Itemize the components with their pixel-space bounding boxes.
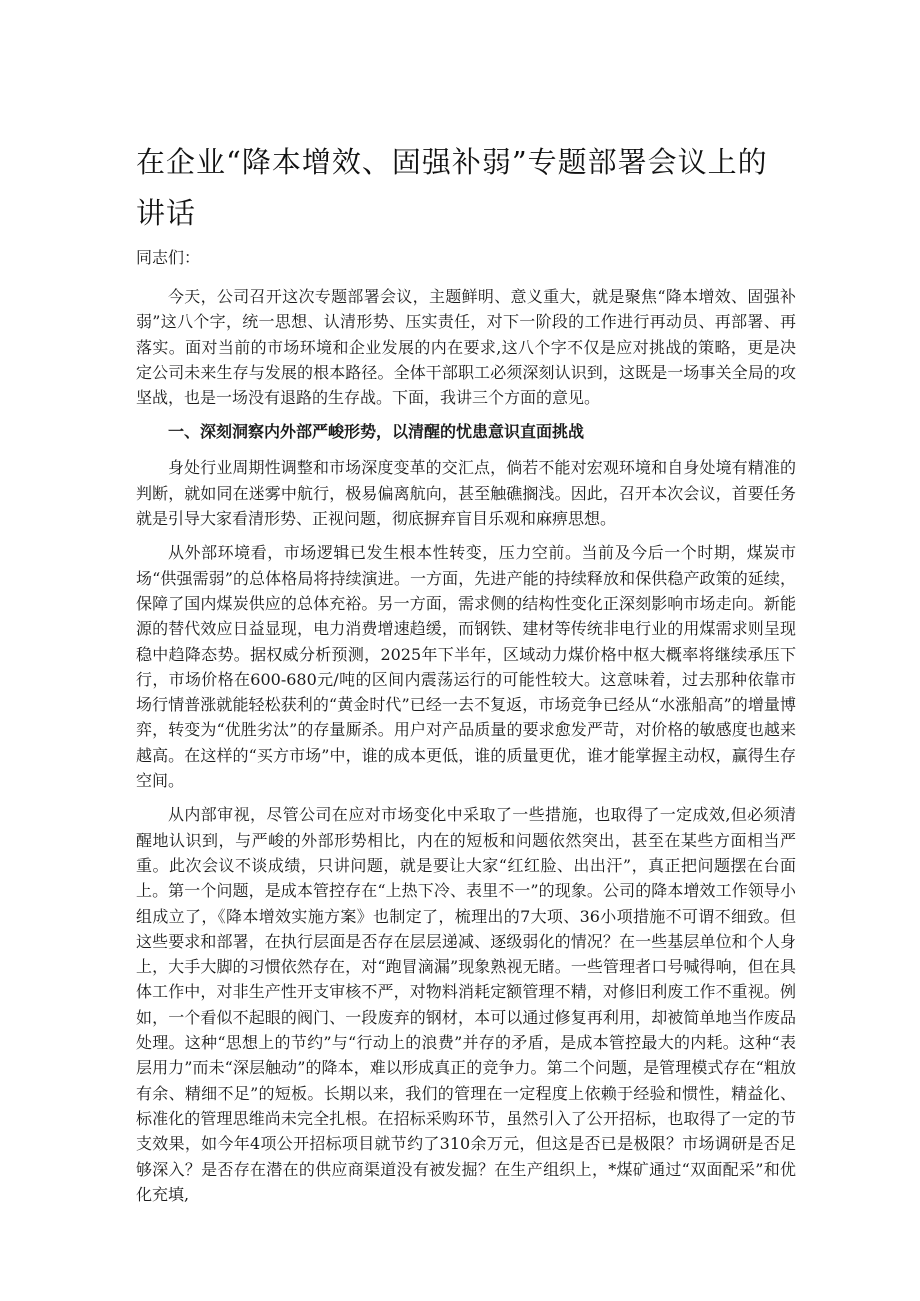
paragraph-intro: 今天，公司召开这次专题部署会议，主题鲜明、意义重大，就是聚焦“降本增效、固强补弱”这八个字，统一思想、认清形势、压实责任，对下一阶段的工作进行再动员、再部署、再落实。面对当前的市场环境和企业发展的内在要求,这八个字不仅是应对挑战的策略，更是决定公司未来生存与发展的根本路径。全体干部职工必须深刻认识到，这既是一场事关全局的攻坚战，也是一场没有退路的生存战。下面，我讲三个方面的意见。 — [136, 287, 796, 408]
paragraph-external: 从外部环境看，市场逻辑已发生根本性转变，压力空前。当前及今后一个时期，煤炭市场“供强需弱”的总体格局将持续演进。一方面，先进产能的持续释放和保供稳产政策的延续，保障了国内煤炭供应的总体充裕。另一方面，需求侧的结构性变化正深刻影响市场走向。新能源的替代效应日益显现，电力消费增速趋缓，而钢铁、建材等传统非电行业的用煤需求则呈现稳中趋降态势。据权威分析预测，2025年下半年，区域动力煤价格中枢大概率将继续承压下行，市场价格在600-680元/吨的区间内震荡运行的可能性较大。这意味着，过去那种依靠市场行情普涨就能轻松获利的“黄金时代”已经一去不复返，市场竞争已经从“水涨船高”的增量博弈，转变为“优胜劣汰”的存量厮杀。用户对产品质量的要求愈发严苛，对价格的敏感度也越来越高。在这样的“买方市场”中，谁的成本更低，谁的质量更优，谁才能掌握主动权，赢得生存空间。 — [136, 543, 796, 791]
section-heading-1: 一、深刻洞察内外部严峻形势，以清醒的忧患意识直面挑战 — [168, 422, 585, 442]
document-body — [136, 284, 796, 1216]
salutation: 同志们： — [136, 248, 201, 267]
paragraph-internal: 从内部审视，尽管公司在应对市场变化中采取了一些措施，也取得了一定成效,但必须清醒地认识到，与严峻的外部形势相比，内在的短板和问题依然突出，甚至在某些方面相当严重。此次会议不谈成绩，只讲问题，就是要让大家“红红脸、出出汗”，真正把问题摆在台面上。第一个问题，是成本管控存在“上热下冷、表里不一”的现象。公司的降本增效工作领导小组成立了，《降本增效实施方案》也制定了，梳理出的7大项、36小项措施不可谓不细致。但这些要求和部署，在执行层面是否存在层层递减、逐级弱化的情况？在一些基层单位和个人身上，大手大脚的习惯依然存在，对“跑冒滴漏”现象熟视无睹。一些管理者口号喊得响，但在具体工作中，对非生产性开支审核不严，对物料消耗定额管理不精，对修旧利废工作不重视。例如，一个看似不起眼的阀门、一段废弃的钢材，本可以通过修复再利用，却被简单地当作废品处理。这种“思想上的节约”与“行动上的浪费”并存的矛盾，是成本管控最大的内耗。这种“表层用力”而未“深层触动”的降本，难以形成真正的竞争力。第二个问题，是管理模式存在“粗放有余、精细不足”的短板。长期以来，我们的管理在一定程度上依赖于经验和惯性，精益化、标准化的管理思维尚未完全扎根。在招标采购环节，虽然引入了公开招标，也取得了一定的节支效果，如今年4项公开招标项目就节约了310余万元，但这是否已是极限？市场调研是否足够深入？是否存在潜在的供应商渠道没有被发掘？在生产组织上，*煤矿通过“双面配采”和优化充填, — [136, 805, 796, 1204]
document-title: 在企业“降本增效、固强补弱”专题部署会议上的讲话 — [136, 145, 768, 230]
paragraph-situation: 身处行业周期性调整和市场深度变革的交汇点，倘若不能对宏观环境和自身处境有精准的判断，就如同在迷雾中航行，极易偏离航向，甚至触礁搁浅。因此，召开本次会议，首要任务就是引导大家看清形势、正视问题，彻底摒弃盲目乐观和麻痹思想。 — [136, 458, 796, 529]
